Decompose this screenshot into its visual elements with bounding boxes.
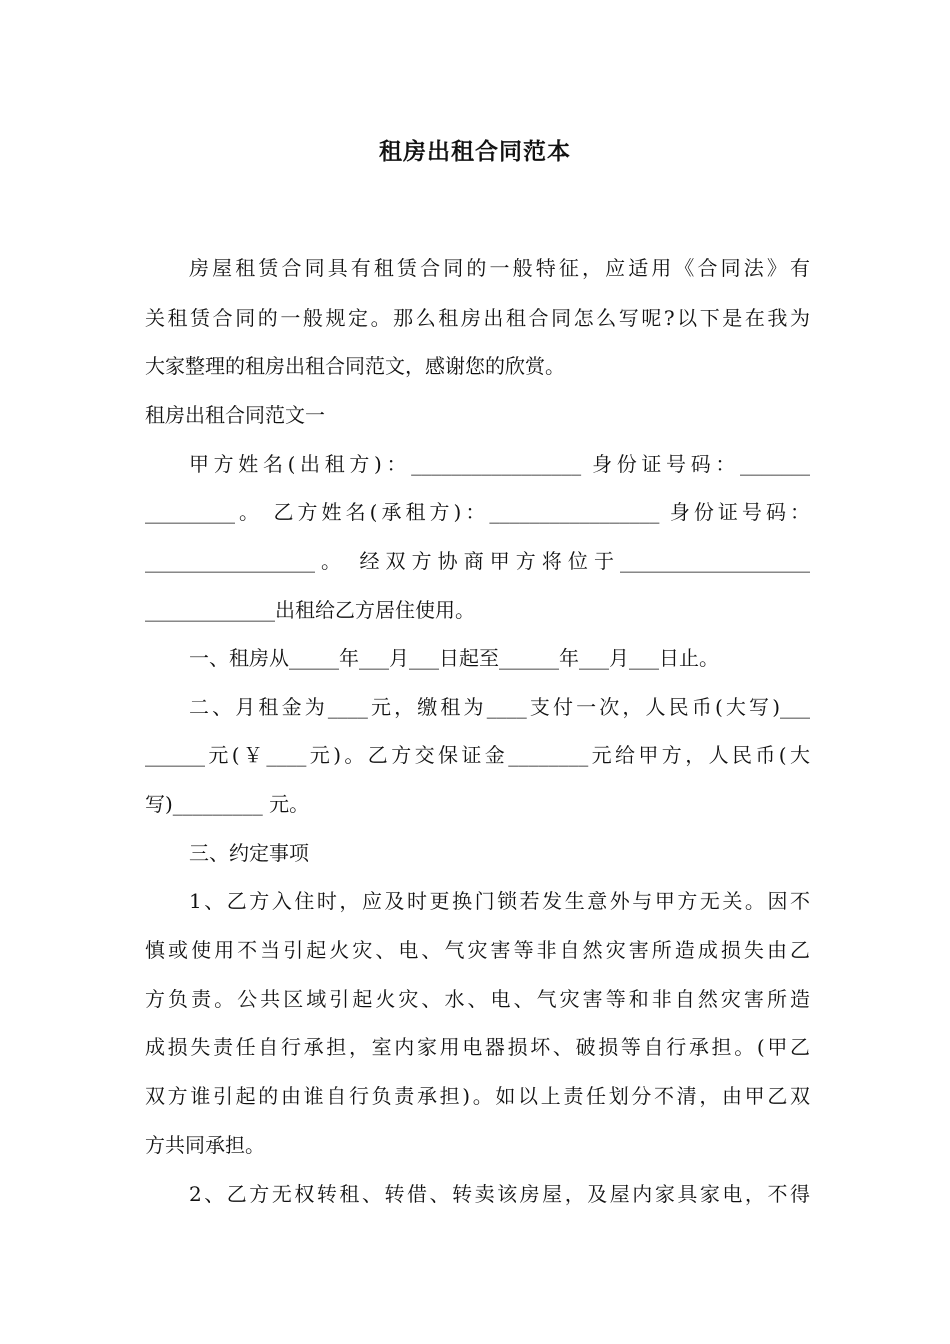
paragraph-line: 一、租房从_____年___月___日起至______年___月___日止。 — [189, 646, 719, 670]
paragraph-line: 成损失责任自行承担，室内家用电器损坏、破损等自行承担。(甲乙 — [145, 1035, 810, 1059]
paragraph-line: ______元(￥____元)。乙方交保证金________元给甲方，人民币(大 — [145, 743, 810, 767]
section-heading: 租房出租合同范文一 — [145, 403, 325, 427]
paragraph-line: _____________出租给乙方居住使用。 — [145, 598, 475, 622]
paragraph-line: 大家整理的租房出租合同范文，感谢您的欣赏。 — [145, 354, 565, 378]
paragraph-line: 双方谁引起的由谁自行负责承担)。如以上责任划分不清，由甲乙双 — [145, 1084, 810, 1108]
paragraph-line: 2、乙方无权转租、转借、转卖该房屋，及屋内家具家电，不得 — [189, 1182, 810, 1206]
paragraph-line: 二、月租金为____元，缴租为____支付一次，人民币(大写)___ — [189, 695, 810, 719]
paragraph-line: 关租赁合同的一般规定。那么租房出租合同怎么写呢?以下是在我为 — [145, 306, 810, 330]
paragraph-line: 慎或使用不当引起火灾、电、气灾害等非自然灾害所造成损失由乙 — [145, 938, 810, 962]
paragraph-line: _________。 乙方姓名(承租方)：_________________ 身份证号码： — [145, 500, 810, 524]
paragraph-line: 方共同承担。 — [145, 1133, 265, 1157]
paragraph-line: _________________。 经双方协商甲方将位于___________________ — [145, 549, 810, 573]
document-title: 租房出租合同范本 — [379, 139, 571, 165]
paragraph-line: 写)_________ 元。 — [145, 792, 310, 816]
paragraph-line: 房屋租赁合同具有租赁合同的一般特征，应适用《合同法》有 — [189, 256, 810, 280]
section-heading: 三、约定事项 — [189, 841, 309, 865]
paragraph-line: 方负责。公共区域引起火灾、水、电、气灾害等和非自然灾害所造 — [145, 987, 810, 1011]
paragraph-line: 甲方姓名(出租方)：_________________ 身份证号码：_______ — [189, 452, 810, 476]
paragraph-line: 1、乙方入住时，应及时更换门锁若发生意外与甲方无关。因不 — [189, 889, 810, 913]
